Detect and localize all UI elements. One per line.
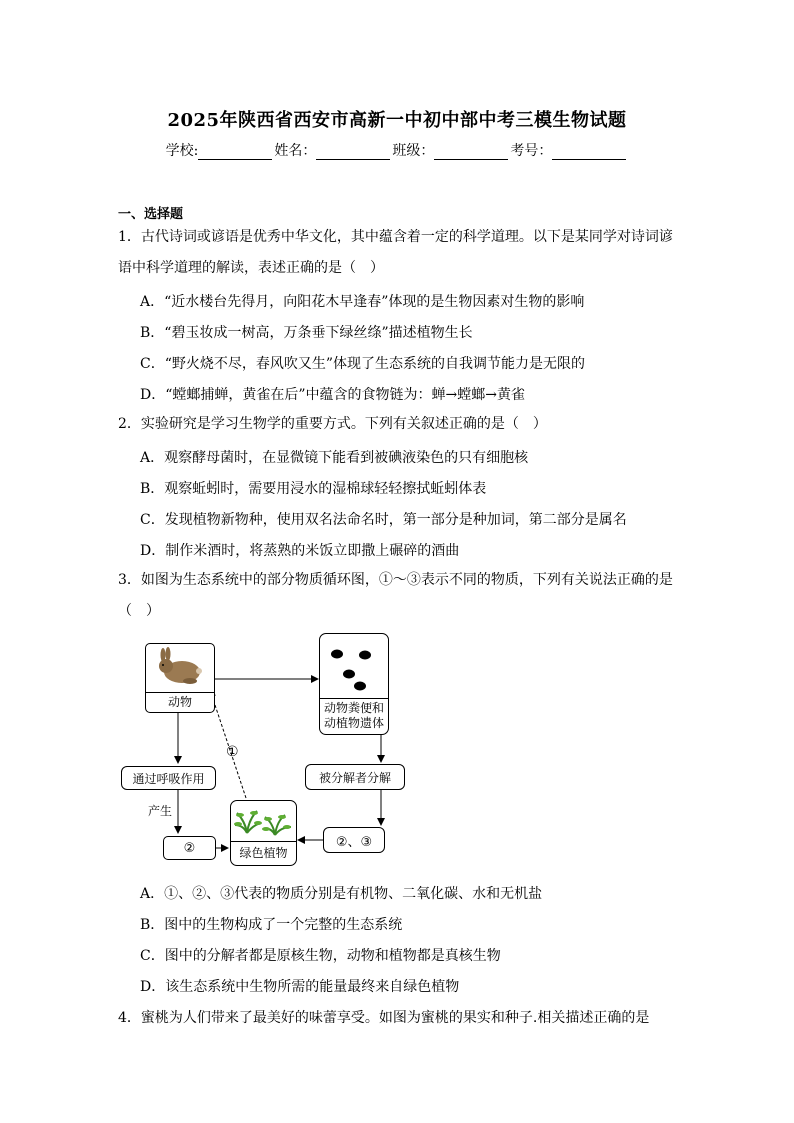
page-title: 2025年陕西省西安市高新一中初中部中考三模生物试题 (167, 110, 627, 131)
question-1-line-1: 1．古代诗词或谚语是优秀中华文化，其中蕴含着一定的科学道理。以下是某同学对诗词谚 (118, 229, 673, 245)
number-label: 考号： (510, 143, 553, 159)
question-1-option-b: B．“碧玉妆成一树高，万条垂下绿丝绦”描述植物生长 (140, 325, 473, 341)
question-3-option-b: B．图中的生物构成了一个完整的生态系统 (140, 917, 403, 933)
material-cycle-diagram (118, 630, 418, 870)
question-2-option-b: B．观察蚯蚓时，需要用浸水的湿棉球轻轻擦拭蚯蚓体表 (140, 481, 487, 497)
question-1-line-2: 语中科学道理的解读，表述正确的是（ ） (118, 260, 384, 276)
school-blank (198, 145, 272, 160)
class-label: 班级： (392, 143, 435, 159)
section-heading: 一、选择题 (118, 207, 184, 222)
feces-icon (320, 634, 388, 698)
waste-label (320, 698, 388, 731)
fern-plant-icon (231, 801, 296, 841)
question-2-option-a: A．观察酵母菌时，在显微镜下能看到被碘液染色的只有细胞核 (140, 450, 529, 466)
waste-box (319, 633, 389, 735)
question-2-line-1: 2．实验研究是学习生物学的重要方式。下列有关叙述正确的是（ ） (118, 416, 547, 432)
question-3-line-1: 3．如图为生态系统中的部分物质循环图，①～③表示不同的物质，下列有关说法正确的是 (118, 572, 673, 588)
animal-box (145, 643, 215, 713)
substance-1-label: ① (226, 744, 239, 760)
question-1-option-d: D．“螳螂捕蝉，黄雀在后”中蕴含的食物链为：蝉→螳螂→黄雀 (140, 387, 525, 403)
question-1-option-a: A．“近水楼台先得月，向阳花木早逢春”体现的是生物因素对生物的影响 (140, 294, 585, 310)
waste-label-line-2: 动植物遗体 (323, 716, 384, 730)
plant-box (230, 800, 297, 866)
question-2-option-d: D．制作米酒时，将蒸熟的米饭立即撒上碾碎的酒曲 (140, 543, 460, 559)
question-3-line-2: （ ） (118, 603, 160, 619)
rabbit-icon (146, 644, 214, 692)
class-blank (434, 145, 508, 160)
question-3-option-c: C．图中的分解者都是原核生物，动物和植物都是真核生物 (140, 948, 501, 964)
question-2-option-c: C．发现植物新物种，使用双名法命名时，第一部分是种加词，第二部分是属名 (140, 512, 627, 528)
name-label: 姓名： (274, 143, 317, 159)
decomposer-box: 被分解者分解 (305, 764, 405, 790)
substance-2-3-box: ②、③ (323, 827, 385, 853)
school-label: 学校: (165, 143, 199, 159)
question-1-option-c: C．“野火烧不尽，春风吹又生”体现了生态系统的自我调节能力是无限的 (140, 356, 586, 372)
plant-label: 绿色植物 (231, 841, 296, 864)
question-3-option-a: A．①、②、③代表的物质分别是有机物、二氧化碳、水和无机盐 (140, 886, 543, 902)
name-blank (316, 145, 390, 160)
number-blank (552, 145, 626, 160)
student-info-line (0, 140, 794, 160)
question-4-line-1: 4．蜜桃为人们带来了最美好的味蕾享受。如图为蜜桃的果实和种子.相关描述正确的是 (118, 1010, 650, 1026)
respiration-box: 通过呼吸作用 (121, 766, 216, 790)
waste-label-line-1: 动物粪便和 (323, 701, 384, 715)
substance-2-box: ② (163, 836, 216, 860)
question-3-option-d: D．该生态系统中生物所需的能量最终来自绿色植物 (140, 979, 460, 995)
produce-label: 产生 (148, 804, 173, 818)
animal-label: 动物 (146, 692, 214, 712)
